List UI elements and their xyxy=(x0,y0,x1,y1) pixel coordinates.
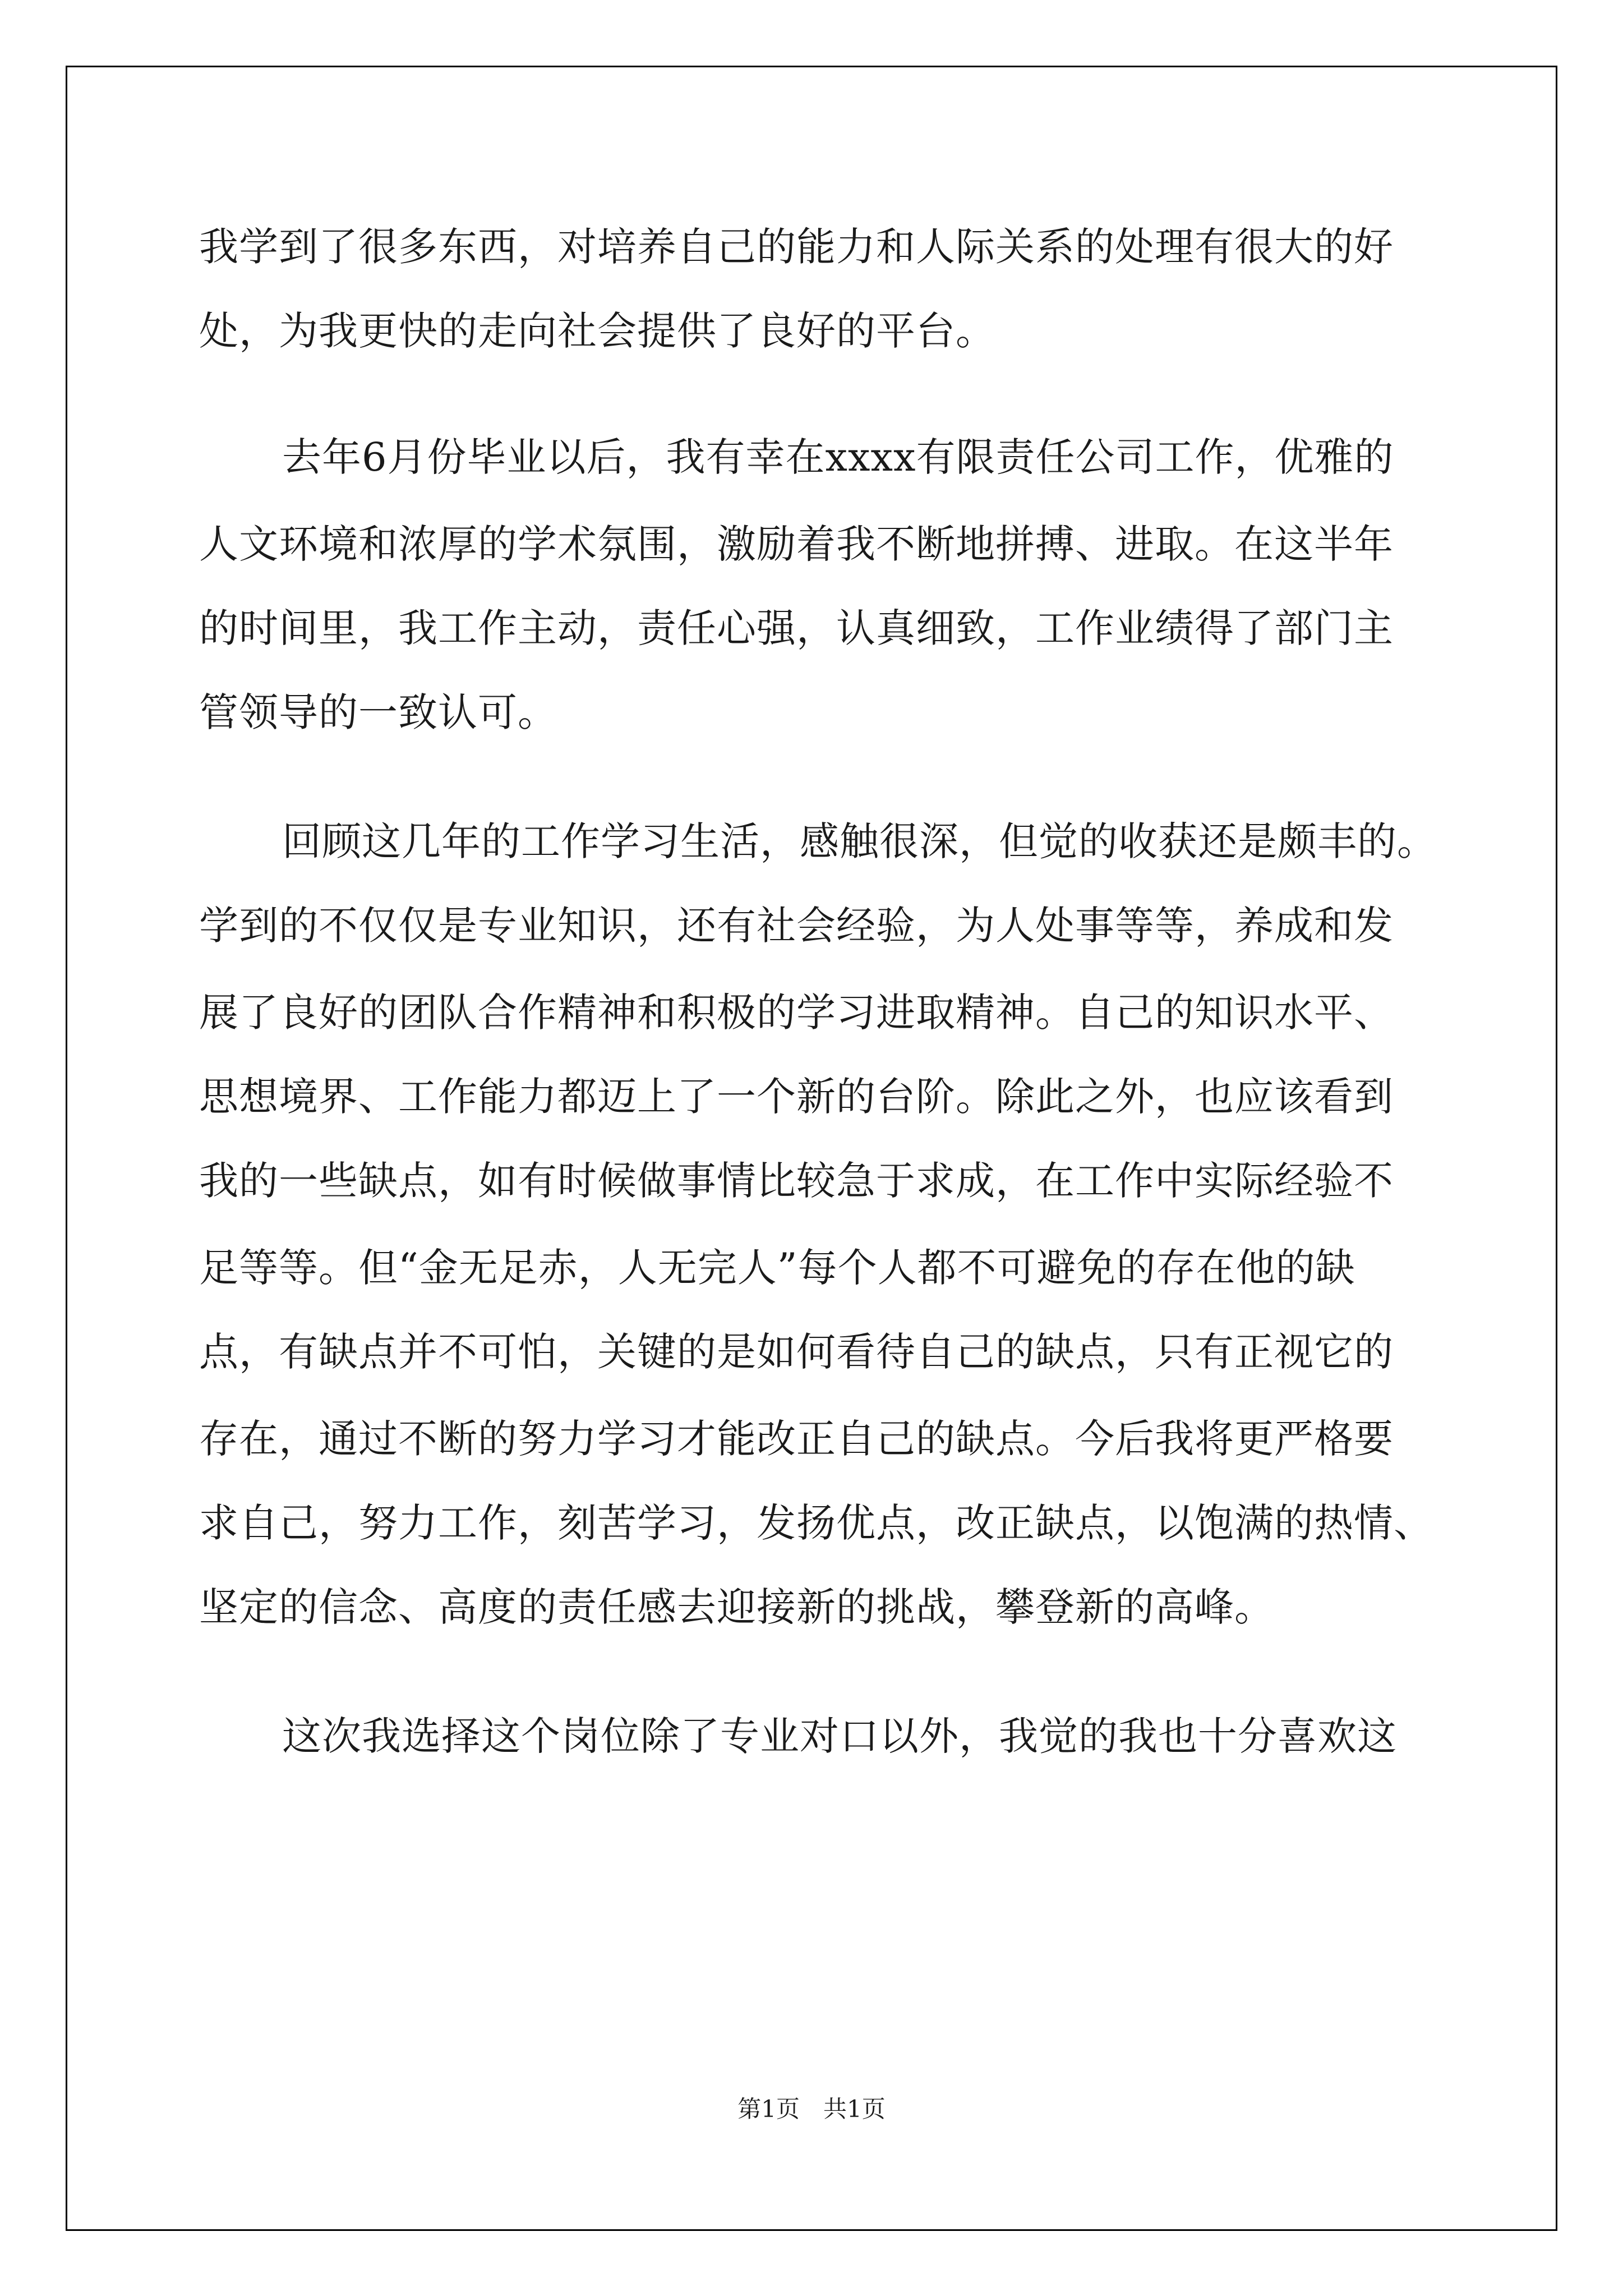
text-line: 展了良好的团队合作精神和积极的学习进取精神。自己的知识水平、 xyxy=(199,990,1394,1036)
text-line: 的时间里，我工作主动，责任心强，认真细致，工作业绩得了部门主 xyxy=(199,605,1394,651)
text-line: 学到的不仅仅是专业知识，还有社会经验，为人处事等等，养成和发 xyxy=(199,903,1394,949)
text-line: 我的一些缺点，如有时候做事情比较急于求成，在工作中实际经验不 xyxy=(199,1158,1394,1204)
text-line: 思想境界、工作能力都迈上了一个新的台阶。除此之外，也应该看到 xyxy=(199,1074,1394,1120)
text-line: 存在，通过不断的努力学习才能改正自己的缺点。今后我将更严格要 xyxy=(199,1416,1394,1462)
text-line: 求自己，努力工作，刻苦学习，发扬优点，改正缺点，以饱满的热情、 xyxy=(199,1500,1433,1546)
text-line: 点，有缺点并不可怕，关键的是如何看待自己的缺点，只有正视它的 xyxy=(199,1329,1394,1375)
text-line: 处，为我更快的走向社会提供了良好的平台。 xyxy=(199,308,995,354)
page-number-label: 第1页 共1页 xyxy=(737,2095,886,2123)
text-line: 管领导的一致认可。 xyxy=(199,689,557,735)
paragraph-start-line: 回顾这几年的工作学习生活，感触很深，但觉的收获还是颇丰的。 xyxy=(282,818,1437,864)
text-line: 人文环境和浓厚的学术氛围，激励着我不断地拼搏、进取。在这半年 xyxy=(199,521,1394,567)
paragraph-start-line: 去年6月份毕业以后，我有幸在xxxx有限责任公司工作，优雅的 xyxy=(282,434,1394,480)
page-footer xyxy=(0,2092,1623,2126)
text-line: 足等等。但“金无足赤，人无完人”每个人都不可避免的存在他的缺 xyxy=(199,1245,1355,1291)
text-line: 坚定的信念、高度的责任感去迎接新的挑战，攀登新的高峰。 xyxy=(199,1584,1274,1630)
paragraph-start-line: 这次我选择这个岗位除了专业对口以外，我觉的我也十分喜欢这 xyxy=(282,1713,1397,1759)
text-line: 我学到了很多东西，对培养自己的能力和人际关系的处理有很大的好 xyxy=(199,224,1394,270)
